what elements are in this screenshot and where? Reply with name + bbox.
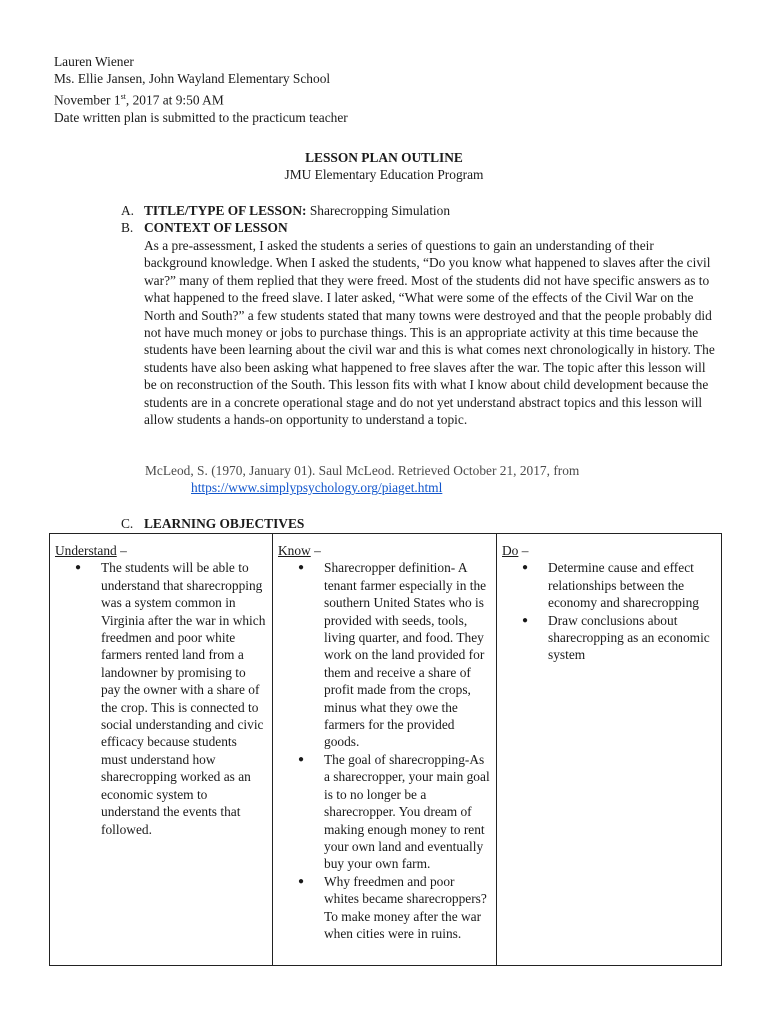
understand-heading xyxy=(55,542,266,559)
section-a xyxy=(121,202,450,219)
understand-list xyxy=(55,559,266,838)
author-name: Lauren Wiener xyxy=(54,54,134,69)
know-column xyxy=(273,534,497,966)
table-row xyxy=(50,534,722,966)
objectives-table xyxy=(49,533,722,966)
context-paragraph: As a pre-assessment, I asked the students a series of questions to gain an understanding of their background knowledge. When I asked the students, “Do you know what happened to slaves after the civil war?” many of them replied that they were freed. Most of the students did not have specific answers as to what happened to the freed slave. I later asked, “What were some of the effects of the Civil War on the North and South?” a few students stated that many towns were destroyed and that the people probably did not have much money or jobs to purchase things. This is an appropriate activity at this time because the students have been learning about the civil war and this is what comes next chronologically in history. The students have also been asking what happened to free slaves after the war. The topic after this lesson will be on reconstruction of the South. This lesson fits with what I know about child development because the students are in a concrete operational stage and do not yet understand abstract topics and this lesson will allow students a hands-on opportunity to understand a topic. xyxy=(144,238,715,428)
do-list xyxy=(502,559,715,663)
citation-text: McLeod, S. (1970, January 01). Saul McLeod. Retrieved October 21, 2017, from xyxy=(145,463,580,478)
know-heading-dash: – xyxy=(310,543,321,558)
do-heading-text: Do xyxy=(502,543,519,558)
list-item: ● Draw conclusions about sharecropping as an economic system xyxy=(548,612,715,664)
document-header xyxy=(54,53,348,126)
citation xyxy=(145,462,735,497)
section-b-label: CONTEXT OF LESSON xyxy=(144,220,288,235)
date-suffix: , 2017 at 9:50 AM xyxy=(125,92,224,108)
list-item: ● Sharecropper definition- A tenant farmer especially in the southern United States who is provided with seeds, tools, living quarter, and food. They work on the land provided for them and receive a share of profit made from the crops, minus what they owe the farmers for the provided goods. xyxy=(324,559,490,750)
teacher-school: Ms. Ellie Jansen, John Wayland Elementary School xyxy=(54,71,331,87)
section-c-letter: C. xyxy=(121,516,134,531)
section-a-label: TITLE/TYPE OF LESSON: xyxy=(144,203,307,218)
list-item: ● Determine cause and effect relationships between the economy and sharecropping xyxy=(548,559,715,611)
do-heading-dash: – xyxy=(518,543,529,558)
understand-heading-text: Understand xyxy=(55,543,117,558)
section-c-label: LEARNING OBJECTIVES xyxy=(144,516,305,531)
know-heading-text: Know xyxy=(278,543,311,558)
document-subtitle: JMU Elementary Education Program xyxy=(284,167,484,182)
do-heading xyxy=(502,542,715,559)
know-list xyxy=(278,559,490,942)
know-heading xyxy=(278,542,490,559)
date-prefix: November 1 xyxy=(54,92,121,108)
citation-link[interactable]: https://www.simplypsychology.org/piaget.html xyxy=(191,480,443,496)
understand-heading-dash: – xyxy=(116,543,127,558)
section-c xyxy=(121,515,304,532)
section-a-letter: A. xyxy=(121,203,135,218)
understand-column xyxy=(50,534,273,966)
do-column xyxy=(497,534,722,966)
list-item: ● The students will be able to understand that sharecropping was a system common in Virginia after the war in which freedmen and poor white farmers rented land from a landowner by promising to pay the owner with a share of the crop. This is connected to social understanding and civic efficacy because students must understand how sharecropping worked as an economic system to understand the events that followed. xyxy=(101,559,266,838)
submitted-note: Date written plan is submitted to the practicum teacher xyxy=(54,109,348,125)
section-b-letter: B. xyxy=(121,220,134,235)
date-ordinal: st xyxy=(120,91,126,101)
list-item: ● Why freedmen and poor whites became sharecroppers? To make money after the war when cities were in ruins. xyxy=(324,873,490,943)
lesson-date xyxy=(54,88,348,109)
section-b xyxy=(121,219,288,236)
list-item: ● The goal of sharecropping-As a sharecropper, your main goal is to no longer be a sharecropper. You dream of making enough money to rent your own land and eventually buy your own farm. xyxy=(324,751,490,873)
section-a-value: Sharecropping Simulation xyxy=(306,203,451,218)
document-title: LESSON PLAN OUTLINE xyxy=(305,150,463,165)
